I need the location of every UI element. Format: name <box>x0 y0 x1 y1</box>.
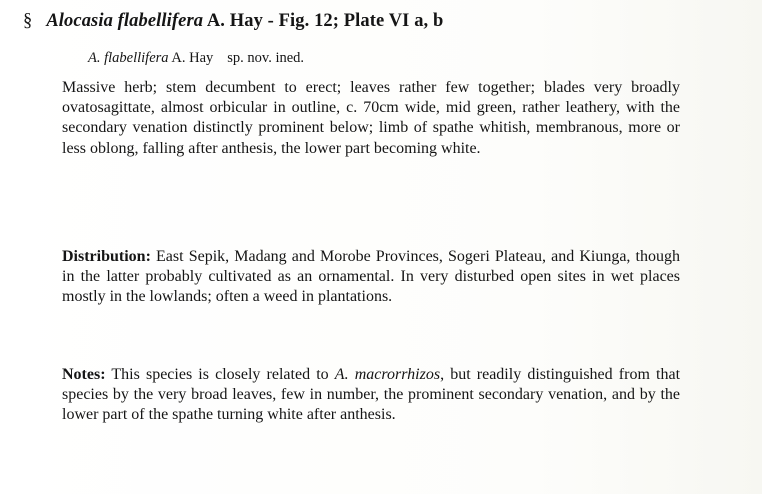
subline-status: sp. nov. ined. <box>227 50 305 66</box>
heading-rest: A. Hay - Fig. 12; Plate VI a, b <box>203 11 444 31</box>
notes-text-before: This species is closely related to <box>105 366 335 383</box>
notes-label: Notes: <box>62 366 106 383</box>
distribution-label: Distribution: <box>62 248 151 265</box>
species-subline <box>88 50 304 67</box>
description-paragraph: Massive herb; stem decumbent to erect; leaves rather few together; blades very broadly ovatosagittate, almost orbicular in outline, c. 70cm wide, mid green, rather leathery, with the secondary venation distinctly prominent below; limb of spathe whitish, membranous, more or less oblong, falling after anthesis, the lower part becoming white. <box>62 79 680 157</box>
notes-italic-species: A. macrorrhizos <box>334 366 441 383</box>
subline-author: A. Hay <box>168 50 214 66</box>
notes-text-after: , but readily distinguished from that species by the very broad leaves, few in number, the prominent secondary venation, and by the lower part of the spathe turning white after anthesis. <box>62 366 681 424</box>
distribution-paragraph <box>62 247 680 308</box>
subline-name: A. flabellifera <box>88 50 169 66</box>
distribution-text: East Sepik, Madang and Morobe Provinces, Sogeri Plateau, and Kiunga, though in the latter probably cultivated as an ornamental. In very disturbed open sites in wet places mostly in the lowlands; often a weed in plantations. <box>62 248 680 306</box>
species-heading <box>23 11 443 32</box>
notes-paragraph <box>62 365 680 426</box>
species-name: Alocasia flabellifera <box>46 11 204 31</box>
section-sign: § <box>23 11 33 31</box>
